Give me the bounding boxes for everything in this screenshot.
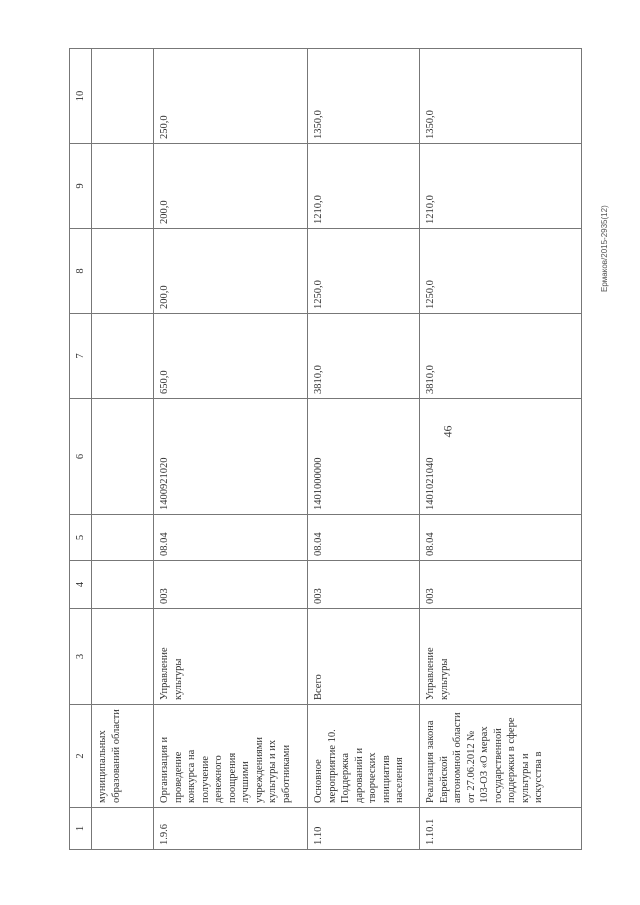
col-header: 5 xyxy=(70,515,92,561)
table-cell xyxy=(92,808,154,850)
table-cell: 1400921020 xyxy=(154,399,308,515)
col-header: 6 xyxy=(70,399,92,515)
table-cell: Управление культуры xyxy=(420,609,582,705)
document-code: Ермаков/2015-2935(12) xyxy=(600,205,609,292)
header-row xyxy=(70,49,92,850)
table-row xyxy=(92,49,154,850)
table-cell xyxy=(92,399,154,515)
table-cell xyxy=(92,229,154,314)
table-cell: 1350,0 xyxy=(308,49,420,144)
table-cell xyxy=(92,515,154,561)
table-cell: 250,0 xyxy=(154,49,308,144)
table-cell: 08.04 xyxy=(420,515,582,561)
table-cell: 1250,0 xyxy=(420,229,582,314)
table-cell: 3810,0 xyxy=(420,314,582,399)
page-number: 46 xyxy=(440,425,455,438)
table-cell: Реализация закона Еврейской автономной области от 27.06.2012 № 103-ОЗ «О мерах государственной поддержки в сфере культуры и искусства в xyxy=(420,705,582,808)
table-cell: 1210,0 xyxy=(308,144,420,229)
table-cell xyxy=(92,314,154,399)
table-cell: Основное мероприятие 10. Поддержка дарований и творческих инициатив населения xyxy=(308,705,420,808)
col-header: 3 xyxy=(70,609,92,705)
col-header: 1 xyxy=(70,808,92,850)
table-cell: 1210,0 xyxy=(420,144,582,229)
table-cell: 200,0 xyxy=(154,144,308,229)
table-cell: 1250,0 xyxy=(308,229,420,314)
table-cell: Организация и проведение конкурса на получение денежного поощрения лучшими учреждениями культуры и их работниками xyxy=(154,705,308,808)
table-cell: 08.04 xyxy=(154,515,308,561)
table-row xyxy=(308,49,420,850)
rotated-table xyxy=(69,49,581,850)
table-cell xyxy=(92,609,154,705)
table-row xyxy=(154,49,308,850)
table-cell xyxy=(92,49,154,144)
budget-table xyxy=(69,48,582,850)
table-cell: 1.10 xyxy=(308,808,420,850)
col-header: 9 xyxy=(70,144,92,229)
table-cell: 650,0 xyxy=(154,314,308,399)
table-cell: 1.9.6 xyxy=(154,808,308,850)
table-cell: Управление культуры xyxy=(154,609,308,705)
table-cell: 200,0 xyxy=(154,229,308,314)
table-cell: 003 xyxy=(154,561,308,609)
table-cell: 08.04 xyxy=(308,515,420,561)
table-row xyxy=(420,49,582,850)
table-container xyxy=(69,49,581,850)
table-cell: 1350,0 xyxy=(420,49,582,144)
table-cell: 003 xyxy=(420,561,582,609)
table-cell xyxy=(92,144,154,229)
table-cell: 1.10.1 xyxy=(420,808,582,850)
table-cell xyxy=(92,561,154,609)
table-cell: 1401021040 xyxy=(420,399,582,515)
col-header: 8 xyxy=(70,229,92,314)
col-header: 7 xyxy=(70,314,92,399)
table-cell: муниципальных образований области xyxy=(92,705,154,808)
col-header: 10 xyxy=(70,49,92,144)
col-header: 2 xyxy=(70,705,92,808)
col-header: 4 xyxy=(70,561,92,609)
table-cell: 003 xyxy=(308,561,420,609)
table-cell: 1401000000 xyxy=(308,399,420,515)
table-cell: 3810,0 xyxy=(308,314,420,399)
table-cell: Всего xyxy=(308,609,420,705)
